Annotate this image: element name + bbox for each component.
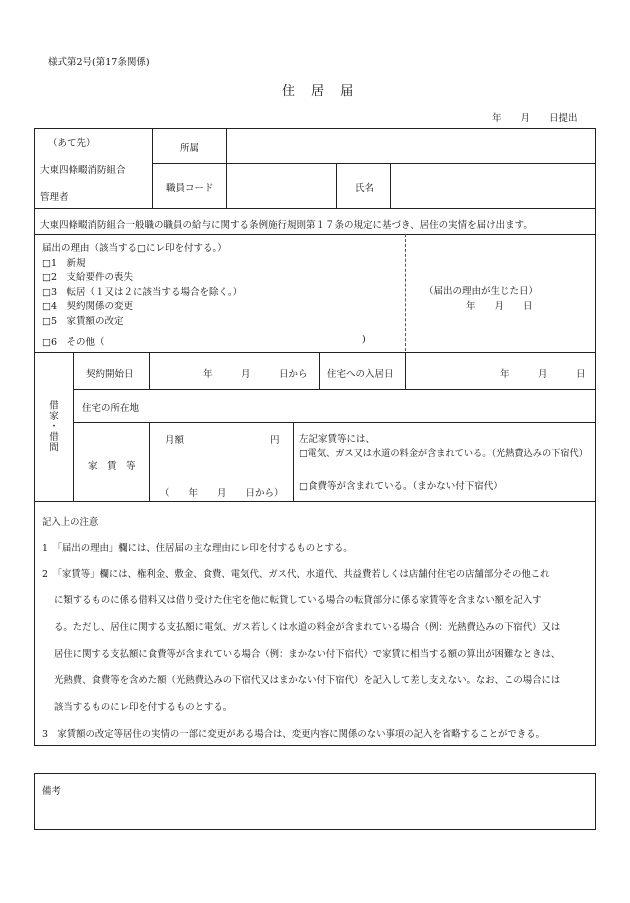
manager-label: 管理者: [40, 192, 69, 203]
reason-option-6[interactable]: □6 その他（: [42, 337, 105, 348]
yen-unit: 円: [270, 435, 280, 446]
reason-date-value[interactable]: 年 月 日: [466, 301, 533, 312]
includes-utilities-checkbox[interactable]: □電気、ガス又は水道の料金が含まれている。（光熱費込みの下宿代）: [299, 448, 588, 459]
affiliation-label: 所属: [180, 143, 200, 154]
declaration-text: 大東四條畷消防組合一般職の職員の給与に関する条例施行規則第１７条の規定に基づき、居住の実情を届け出ます。: [40, 220, 533, 231]
includes-meals-checkbox[interactable]: □食費等が含まれている。（まかない付下宿代）: [299, 481, 503, 492]
note-1: 1 「届出の理由」欄には、住居届の主な理由にレ印を付するものとする。: [42, 543, 353, 554]
reason-other-close: ): [362, 334, 366, 345]
reason-date-label: （届出の理由が生じた日）: [424, 286, 539, 297]
note-2-line-2: に類するものに係る借料又は借り受けた住宅を他に転貸している場合の転貸部分に係る家賃等を含まない額を記入す: [54, 595, 542, 606]
form-number: 様式第2号(第17条関係): [48, 57, 150, 68]
address-label: 住宅の所在地: [82, 403, 140, 414]
page-title: 住 居 届: [282, 84, 360, 99]
rent-label: 家 賃 等: [88, 461, 136, 472]
note-3: 3 家賃額の改定等居住の実情の一部に変更がある場合は、変更内容に関係のない事項の記入を省略することができる。: [42, 729, 545, 740]
remarks-label: 備考: [42, 786, 62, 797]
reason-option-2[interactable]: □2 支給要件の喪失: [42, 272, 134, 283]
monthly-rent-field[interactable]: [202, 428, 268, 444]
note-2-line-1: 2 「家賃等」欄には、権利金、敷金、食費、電気代、ガス代、水道代、共益費若しくは店舗付住宅の店舗部分その他これ: [42, 569, 550, 580]
date-submitted: 年 月 日提出: [492, 113, 578, 124]
reason-heading: 届出の理由（該当する□にレ印を付する。）: [42, 243, 227, 254]
addressee-label: （あて先）: [48, 138, 96, 149]
reason-option-1[interactable]: □1 新規: [42, 258, 86, 269]
reason-option-3[interactable]: □3 転居（１又は２に該当する場合を除く。）: [42, 287, 243, 298]
contract-start-value[interactable]: 年 月 日から: [203, 369, 308, 380]
reason-option-5[interactable]: □5 家賃額の改定: [42, 316, 124, 327]
address-field[interactable]: [151, 392, 594, 420]
organization-name: 大東四條畷消防組合: [40, 165, 126, 176]
remarks-box[interactable]: [34, 773, 596, 830]
reason-option-4[interactable]: □4 契約関係の変更: [42, 301, 134, 312]
note-2-line-5: 光熱費、食費等を含めた額（光熱費込みの下宿代又はまかない付下宿代）を記入して差し支えない。なお、この場合には: [54, 675, 561, 686]
name-field[interactable]: [391, 166, 595, 206]
name-label: 氏名: [355, 183, 375, 194]
includes-label: 左記家賃等には、: [299, 434, 376, 445]
staff-code-field[interactable]: [227, 166, 335, 206]
contract-start-label: 契約開始日: [86, 369, 134, 380]
monthly-label: 月額: [165, 435, 185, 446]
move-in-label: 住宅への入居日: [327, 369, 394, 380]
affiliation-field[interactable]: [227, 131, 595, 162]
staff-code-label: 職員コード: [166, 183, 214, 194]
rent-from-date[interactable]: （ 年 月 日から）: [160, 488, 284, 499]
note-2-line-3: る。ただし、居住に関する支払額に電気、ガス若しくは水道の料金が含まれている場合（例：光熱費込みの下宿代）又は: [54, 622, 561, 633]
move-in-value[interactable]: 年 月 日: [500, 369, 586, 380]
notes-heading: 記入上の注意: [42, 517, 99, 528]
note-2-line-4: 居住に関する支払額に食費等が含まれている場合（例：まかない付下宿代）で家賃に相当する額の算出が困難なときは、: [54, 649, 561, 660]
rental-section-label: 借家・借間: [47, 400, 58, 453]
note-2-line-6: 該当するものにレ印を付するものとする。: [54, 702, 233, 713]
